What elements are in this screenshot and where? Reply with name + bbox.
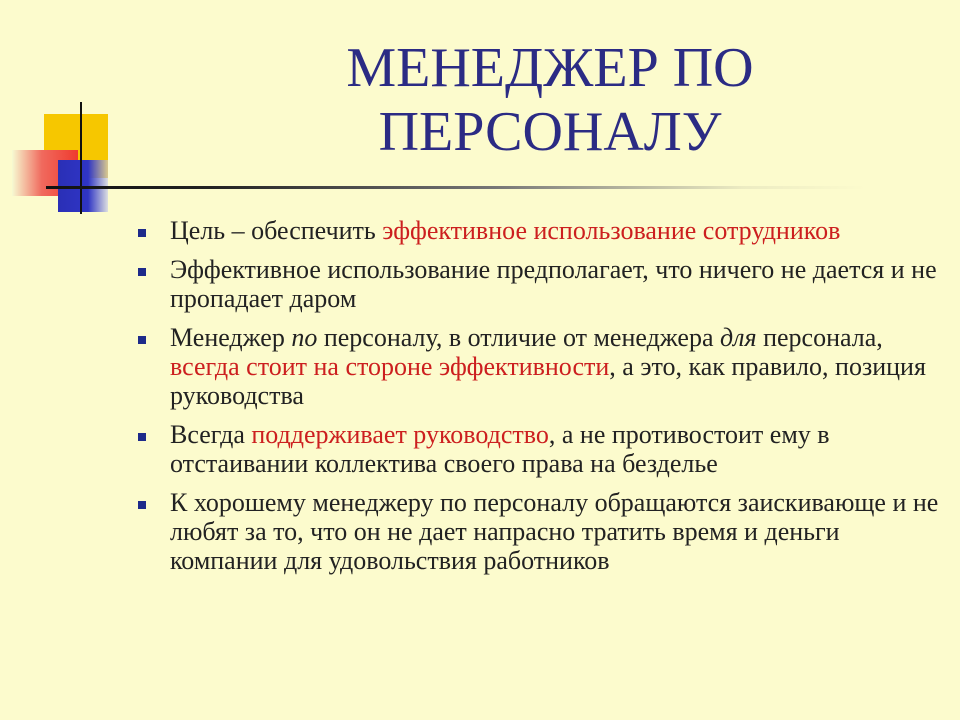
slide-title-line-2: ПЕРСОНАЛУ — [378, 101, 722, 163]
bullet-item-manager-position — [170, 323, 940, 410]
title-divider-line — [46, 186, 866, 189]
bullet-marker — [138, 501, 146, 509]
bullet-text: Всегда — [170, 420, 252, 449]
bullet-highlight: всегда стоит на стороне эффективности — [170, 352, 610, 381]
bullet-marker — [138, 268, 146, 276]
bullet-text: Цель – обеспечить — [170, 216, 383, 245]
bullet-text: К хорошему менеджеру по персоналу обращаются заискивающе и не любят за то, что он не дает напрасно тратить время и деньги компании для удовольствия работников — [170, 488, 939, 575]
bullet-item-efficiency — [170, 255, 940, 313]
bullet-list — [170, 216, 940, 585]
bullet-text: , а не противостоит ему в отстаивании коллектива своего права на безделье — [170, 420, 830, 478]
bullet-text: Эффективное использование предполагает, что ничего не дается и не пропадает даром — [170, 255, 937, 313]
bullet-marker — [138, 229, 146, 237]
bullet-marker — [138, 336, 146, 344]
bullet-italic: для — [720, 323, 757, 352]
bullet-marker — [138, 433, 146, 441]
slide-title — [240, 36, 860, 164]
bullet-text: , а это, как правило, позиция руководства — [170, 352, 926, 410]
bullet-text: персоналу, в отличие от менеджера — [317, 323, 720, 352]
bullet-item-supports-management — [170, 420, 940, 478]
bullet-highlight: эффективное использование сотрудников — [382, 216, 841, 245]
bullet-highlight: поддерживает руководство — [251, 420, 549, 449]
bullet-text: персонала, — [756, 323, 883, 352]
bullet-italic: по — [291, 323, 318, 352]
bullet-text: Менеджер — [170, 323, 292, 352]
slide-title-line-1: МЕНЕДЖЕР ПО — [346, 37, 754, 99]
bullet-item-goal — [170, 216, 940, 245]
bullet-item-good-manager — [170, 488, 940, 575]
decor-vertical-line — [80, 102, 82, 214]
